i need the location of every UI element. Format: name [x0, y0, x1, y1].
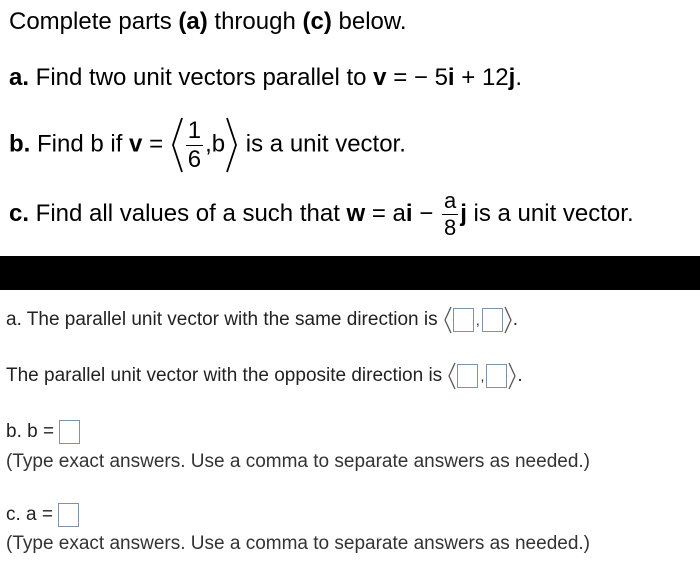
- vector-opposite-direction: ,: [447, 362, 517, 390]
- answer-c: c. a =: [6, 503, 79, 527]
- answer-c-note: (Type exact answers. Use a comma to separate answers as needed.): [6, 533, 590, 554]
- answer-b: b. b =: [6, 420, 80, 444]
- question-a: a. Find two unit vectors parallel to v = − 5i + 12j.: [9, 64, 522, 91]
- answer-a-opposite: The parallel unit vector with the opposite direction is , .: [6, 362, 523, 390]
- separator-bar: [0, 256, 700, 290]
- same-x-input[interactable]: [453, 308, 474, 332]
- answer-b-note: (Type exact answers. Use a comma to separate answers as needed.): [6, 451, 590, 472]
- fraction-one-sixth: $\frac{1}{6}$: [187, 116, 202, 173]
- same-y-input[interactable]: [482, 308, 503, 332]
- vector-same-direction: ,: [443, 306, 513, 334]
- opposite-x-input[interactable]: [457, 364, 478, 388]
- a-input[interactable]: [58, 503, 79, 527]
- instructions: Complete parts (a) through (c) below.: [9, 8, 407, 35]
- right-angle-bracket: [507, 362, 517, 390]
- question-c: c. Find all values of a such that w = ai − $\frac{a}{8}$ j is a unit vector.: [9, 188, 634, 240]
- right-angle-bracket: [225, 116, 239, 174]
- fraction-a-over-eight: $\frac{a}{8}$: [443, 188, 457, 240]
- right-angle-bracket: [503, 306, 513, 334]
- left-angle-bracket: [443, 306, 453, 334]
- answer-a-same: a. The parallel unit vector with the same direction is , .: [6, 306, 518, 334]
- left-angle-bracket: [447, 362, 457, 390]
- opposite-y-input[interactable]: [486, 364, 507, 388]
- b-input[interactable]: [59, 420, 80, 444]
- question-b: b. Find b if v = $\frac{1}{6}$ ,b is a unit vector.: [9, 116, 406, 173]
- left-angle-bracket: [170, 116, 184, 174]
